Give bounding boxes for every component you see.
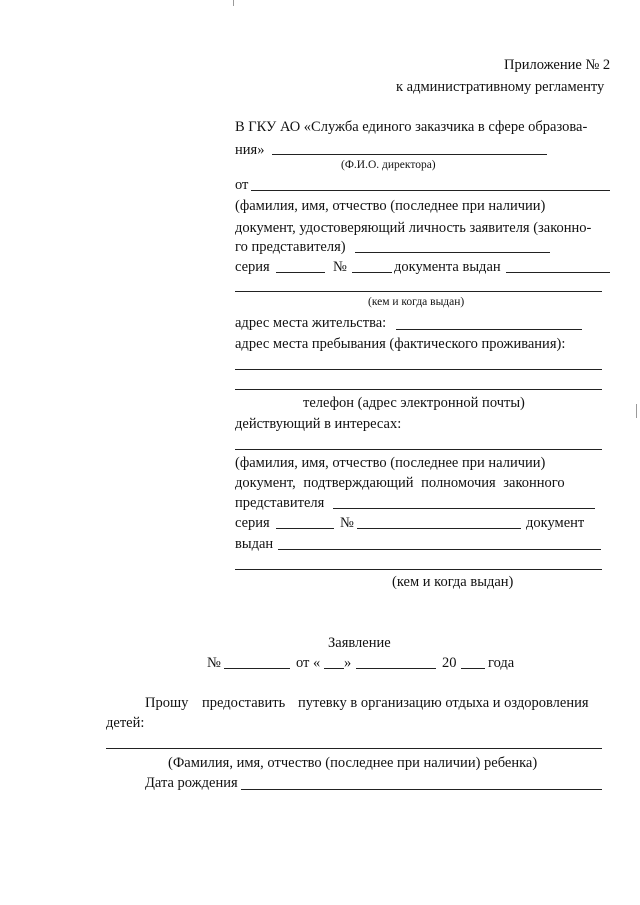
addressee-line-2: ния»	[235, 142, 265, 158]
from-label: от	[235, 177, 249, 193]
statement-day-field[interactable]	[324, 668, 344, 669]
stay-address-field-2[interactable]	[235, 389, 602, 390]
applicant-id-doc-field[interactable]	[355, 252, 550, 253]
stay-address-field-1[interactable]	[235, 369, 602, 370]
appendix-line-1: Приложение № 2	[504, 57, 611, 73]
representative-doc-line-2: представителя	[235, 495, 325, 511]
statement-year-field[interactable]	[461, 668, 485, 669]
statement-title: Заявление	[328, 635, 391, 651]
applicant-id-doc-line-2: го представителя)	[235, 239, 346, 255]
applicant-number-label: №	[333, 259, 347, 275]
statement-year-suffix: года	[488, 655, 515, 671]
scan-mark-right	[636, 404, 637, 418]
applicant-issued-field-2[interactable]	[235, 291, 602, 292]
representative-doc-label: документ	[526, 515, 585, 531]
birth-date-field[interactable]	[241, 789, 602, 790]
applicant-id-doc-line-1: документ, удостоверяющий личность заявителя (законно-	[235, 220, 592, 236]
child-name-caption: (Фамилия, имя, отчество (последнее при наличии) ребенка)	[168, 755, 538, 771]
applicant-name-field[interactable]	[251, 190, 610, 191]
representative-issued-field-2[interactable]	[235, 569, 602, 570]
residence-label: адрес места жительства:	[235, 315, 387, 331]
representative-issued-caption: (кем и когда выдан)	[392, 574, 514, 590]
director-name-field[interactable]	[272, 154, 547, 155]
applicant-series-label: серия	[235, 259, 270, 275]
applicant-name-caption: (фамилия, имя, отчество (последнее при наличии)	[235, 198, 546, 214]
scan-mark-top	[233, 0, 234, 6]
residence-field[interactable]	[396, 329, 582, 330]
applicant-series-field[interactable]	[276, 272, 325, 273]
phone-caption: телефон (адрес электронной почты)	[303, 395, 525, 411]
applicant-issued-caption: (кем и когда выдан)	[368, 296, 465, 308]
representative-doc-line-1: документ, подтверждающий полномочия законного	[235, 475, 565, 491]
acting-field[interactable]	[235, 449, 602, 450]
addressee-line-1: В ГКУ АО «Служба единого заказчика в сфере образова-	[235, 120, 588, 135]
acting-label: действующий в интересах:	[235, 416, 402, 432]
request-line-2: детей:	[106, 715, 145, 731]
representative-series-label: серия	[235, 515, 270, 531]
appendix-line-2: к административному регламенту	[396, 79, 605, 95]
representative-doc-field[interactable]	[333, 508, 595, 509]
request-word-1: Прошу	[145, 695, 189, 711]
applicant-issued-label: документа выдан	[394, 259, 501, 275]
representative-number-label: №	[340, 515, 354, 531]
statement-number-label: №	[207, 655, 221, 671]
statement-quote-close: »	[344, 655, 352, 671]
statement-number-field[interactable]	[224, 668, 290, 669]
statement-year-prefix: 20	[442, 655, 457, 671]
birth-date-label: Дата рождения	[145, 775, 238, 791]
statement-month-field[interactable]	[356, 668, 436, 669]
representative-issued-field[interactable]	[278, 549, 601, 550]
request-word-2: предоставить	[202, 695, 286, 711]
stay-address-label: адрес места пребывания (фактического проживания):	[235, 336, 566, 352]
child-name-field[interactable]	[106, 748, 602, 749]
applicant-issued-field[interactable]	[506, 272, 610, 273]
representative-name-caption: (фамилия, имя, отчество (последнее при наличии)	[235, 455, 546, 471]
director-caption: (Ф.И.О. директора)	[341, 159, 436, 171]
request-word-3: путевку в организацию отдыха и оздоровления	[298, 695, 589, 711]
representative-number-field[interactable]	[357, 528, 521, 529]
applicant-number-field[interactable]	[352, 272, 392, 273]
representative-issued-label: выдан	[235, 536, 274, 552]
statement-from-label: от «	[296, 655, 321, 671]
representative-series-field[interactable]	[276, 528, 334, 529]
